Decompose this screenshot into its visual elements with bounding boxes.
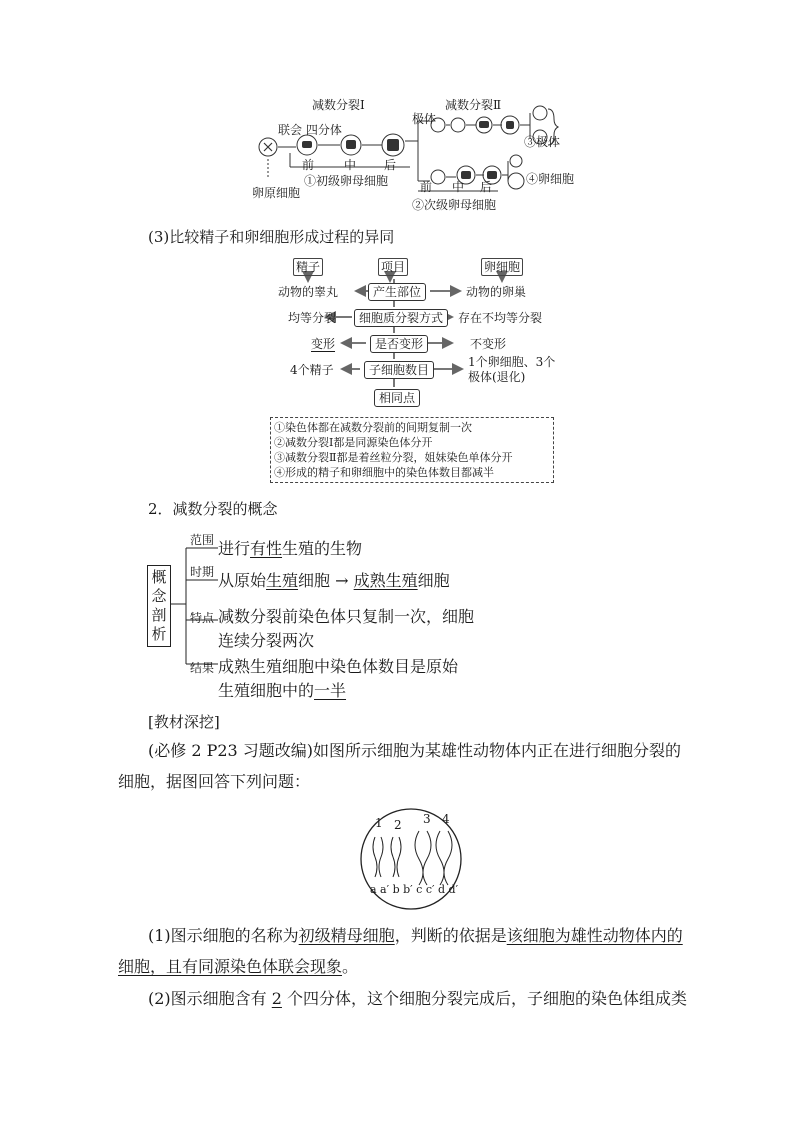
stage-prophase1: 前 [302,158,315,172]
secondary-oocyte-label: ②次级卵母细胞 [412,198,497,212]
arrow-icon: → [335,571,349,590]
row2-left: 均等分裂 [288,311,337,325]
polar-body-label: 极体 [412,112,437,126]
period-underlined-2: 成熟生殖 [353,571,418,590]
question-line-1: (必修 2 P23 习题改编)如图所示细胞为某雄性动物体内正在进行细胞分裂的 [148,741,682,760]
scope-key: 范围 [190,533,215,547]
answer-2-line [148,986,687,1009]
sperm-header: 精子 [293,258,323,276]
meiosis2-label: 减数分裂Ⅱ [445,98,502,112]
primary-oocyte-label: ①初级卵母细胞 [304,174,389,188]
feature-key: 特点 [190,611,215,625]
row4-center: 子细胞数目 [364,361,434,379]
stage-metaphase1: 中 [344,158,357,172]
stage-anaphase2: 后 [480,180,493,194]
period-underlined-1: 生殖 [266,571,299,590]
question-line-2: 细胞，据图回答下列问题： [118,772,311,791]
chromosome-number-2: 2 [394,818,402,832]
chromosome-number-4: 4 [442,812,450,826]
period-line [218,569,450,593]
synapsis-label: 联会 四分体 [278,123,342,137]
answer-1-line-2 [118,954,358,977]
egg-output: ④卵细胞 [526,172,575,186]
same-point-3: ③减数分裂Ⅱ都是着丝粒分裂，姐妹染色单体分开 [274,451,513,464]
row3-left: 变形 [311,337,336,351]
answer2-post: 个四分体，这个细胞分裂完成后，子细胞的染色体组成类 [281,989,688,1008]
oogenesis-lines [240,95,580,220]
row1-left: 动物的睾丸 [278,285,339,299]
section2-title: 2．减数分裂的概念 [148,500,278,518]
egg-header: 卵细胞 [481,258,523,276]
answer1-post: 。 [342,957,359,976]
period-post: 细胞 [417,571,450,590]
row3-center: 是否变形 [370,335,428,353]
answer2-pre: (2)图示细胞含有 [148,989,272,1008]
stage-anaphase1: 后 [384,158,397,172]
oogonium-label: 卵原细胞 [252,186,301,200]
scope-line [218,537,362,561]
stage-metaphase2: 中 [452,180,465,194]
textbook-label: [教材深挖] [148,713,220,731]
gene-labels: a a′ b b′ c c′ d d′ [370,883,459,896]
item-header: 项目 [378,258,408,276]
answer1-reason-1: 该细胞为雄性动物体内的 [506,926,683,945]
concept-box [147,565,171,647]
period-pre: 从原始 [218,571,267,590]
row4-right: 1个卵细胞、3个极体(退化) [468,355,556,384]
answer2-count: 2 [271,989,282,1008]
scope-post: 生殖的生物 [282,539,363,558]
answer-1-line-1 [148,923,683,946]
same-point-4: ④形成的精子和卵细胞中的染色体数目都减半 [274,466,494,479]
result-underlined: 一半 [314,681,347,700]
period-mid: 细胞 [298,571,331,590]
answer1-cell-name: 初级精母细胞 [298,926,395,945]
stage-prophase2: 前 [420,180,433,194]
polar-body-output: ③极体 [524,135,561,149]
period-key: 时期 [190,565,215,579]
concept-brace [170,540,220,670]
row3-right: 不变形 [470,337,507,351]
scope-pre: 进行 [218,539,251,558]
same-point-2: ②减数分裂Ⅰ都是同源染色体分开 [274,436,433,449]
meiosis1-label: 减数分裂Ⅰ [312,98,365,112]
row1-center: 产生部位 [368,283,426,301]
feature-line-2: 连续分裂两次 [218,631,315,650]
section3-title: (3)比较精子和卵细胞形成过程的异同 [148,228,395,246]
row4-left: 4个精子 [290,363,334,377]
answer1-pre: (1)图示细胞的名称为 [148,926,299,945]
row2-right: 存在不均等分裂 [458,311,543,325]
feature-line-1: 减数分裂前染色体只复制一次，细胞 [218,607,475,626]
same-point-1: ①染色体都在减数分裂前的间期复制一次 [274,421,472,434]
result-key: 结果 [190,661,215,675]
result-line-1: 成熟生殖细胞中染色体数目是原始 [218,657,459,676]
chromosome-number-3: 3 [423,812,431,826]
scope-underlined: 有性 [250,539,283,558]
same-label: 相同点 [374,389,420,407]
answer1-mid: ，判断的依据是 [394,926,507,945]
result-pre: 生殖细胞中的 [218,681,315,700]
concept-box-label: 概念剖析 [151,568,167,643]
result-line-2 [218,679,346,703]
row2-center: 细胞质分裂方式 [354,309,448,327]
row1-right: 动物的卵巢 [466,285,527,299]
chromosome-number-1: 1 [375,816,383,830]
answer1-reason-2: 细胞，且有同源染色体联会现象 [118,957,343,976]
